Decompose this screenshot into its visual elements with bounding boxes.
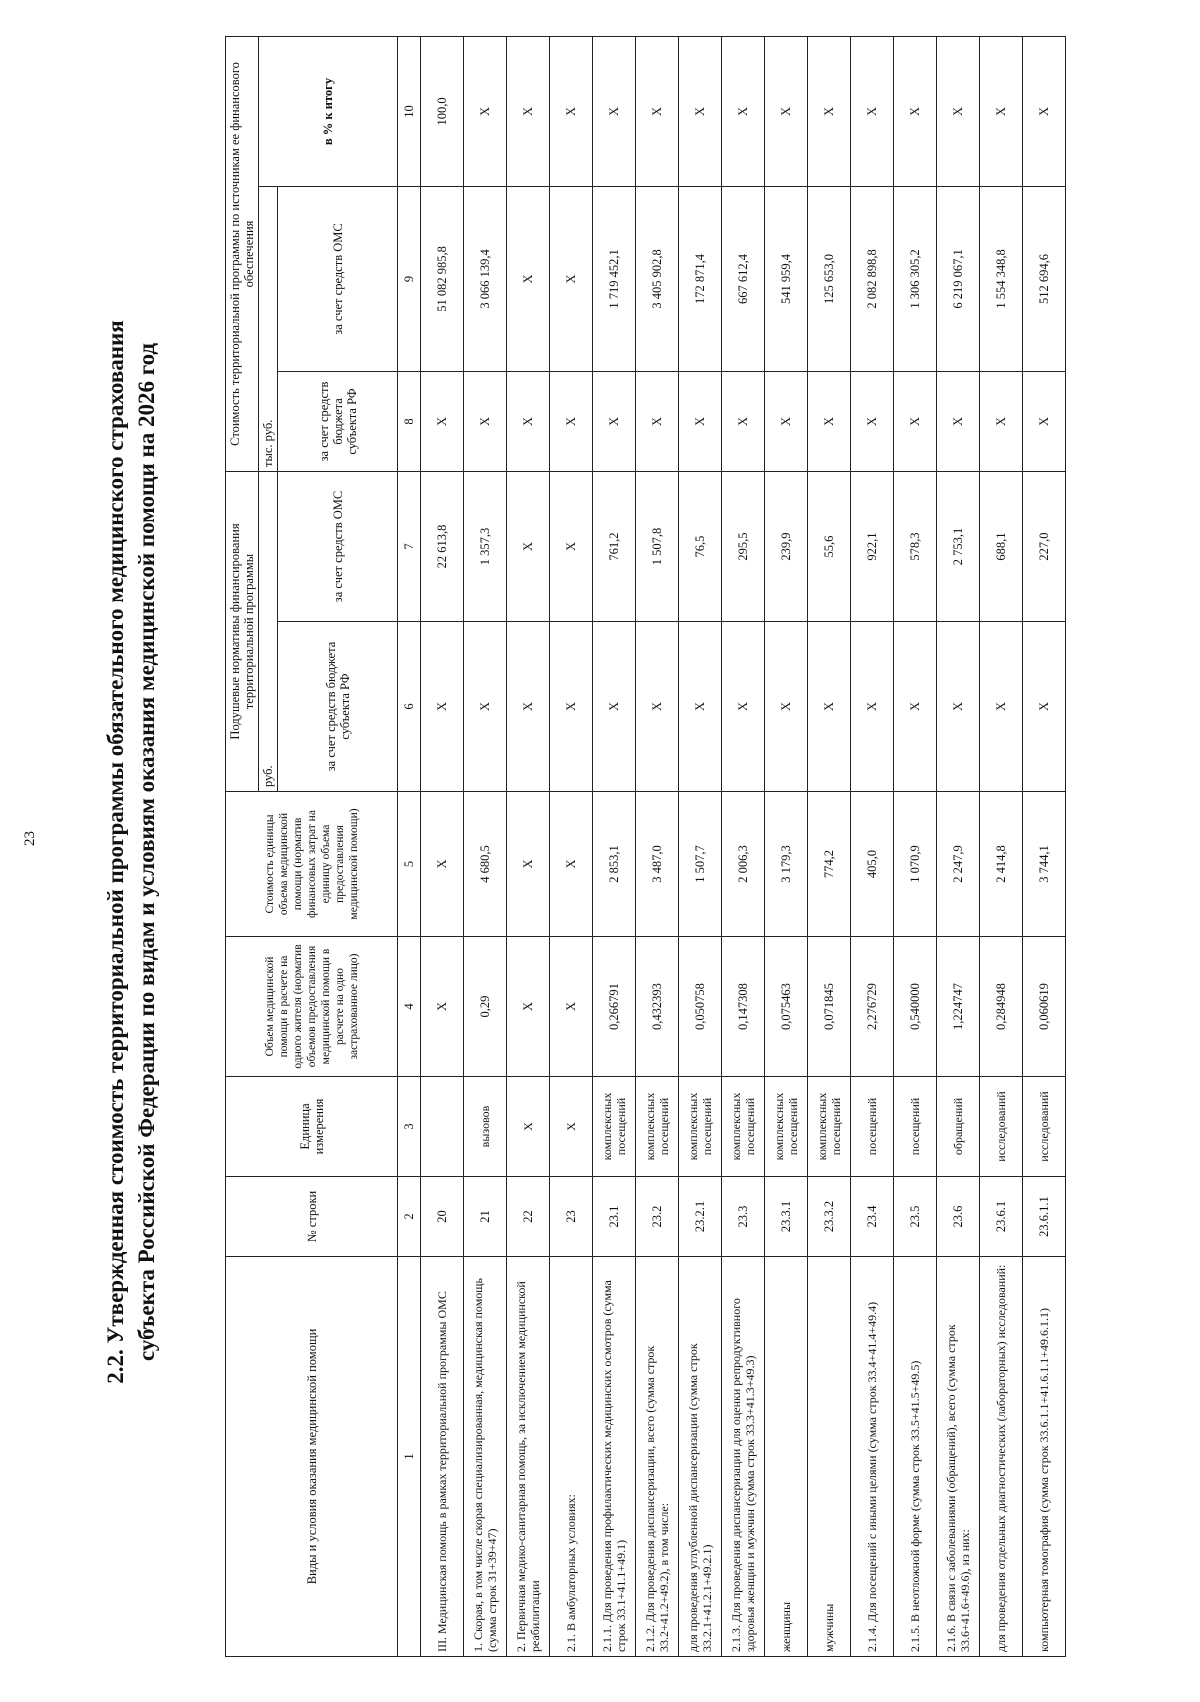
header-rub: руб. (259, 471, 278, 791)
row-name: компьютерная томография (сумма строк 33.6.1.1+41.6.1.1+49.6.1.1) (1023, 1257, 1066, 1657)
row-unit-cost: 2 414,8 (980, 792, 1023, 937)
row-pc-budget: X (464, 622, 507, 792)
row-tc-budget: X (679, 371, 722, 471)
row-name: 2.1.6. В связи с заболеваниями (обращений), всего (сумма строк 33.6+41.6+49.6), из них: (937, 1257, 980, 1657)
row-unit-cost: 4 680,5 (464, 792, 507, 937)
document-title (100, 122, 162, 1582)
row-unit: X (550, 1077, 593, 1177)
title-line-2: субъекта Российской Федерации по видам и условиям оказания медицинской помощи на 2026 год (134, 342, 159, 1362)
row-name: 2.1.5. В неотложной форме (сумма строк 33.5+41.5+49.5) (894, 1257, 937, 1657)
row-pc-budget: X (550, 622, 593, 792)
column-number: 8 (398, 371, 421, 471)
header-row-1 (226, 36, 259, 1656)
table-row (980, 36, 1023, 1656)
row-tc-oms: 51 082 985,8 (421, 186, 464, 371)
row-unit: комплексных посещений (679, 1077, 722, 1177)
row-pc-budget: X (894, 622, 937, 792)
row-pc-budget: X (636, 622, 679, 792)
row-tc-budget: X (593, 371, 636, 471)
row-percent: X (507, 36, 550, 186)
page-number: 23 (22, 831, 38, 846)
row-tc-oms: 125 653,0 (808, 186, 851, 371)
header-unit-cost: Стоимость единицы объема медицинской помощи (норматив финансовых затрат на единицу объема предоставления медицинской помощи) (226, 792, 398, 937)
row-unit: X (507, 1077, 550, 1177)
row-percent: 100,0 (421, 36, 464, 186)
row-volume: 0,29 (464, 937, 507, 1077)
row-unit: комплексных посещений (765, 1077, 808, 1177)
row-tc-oms: 1 554 348,8 (980, 186, 1023, 371)
row-pc-oms: 76,5 (679, 471, 722, 621)
row-volume: 0,432393 (636, 937, 679, 1077)
row-pc-budget: X (722, 622, 765, 792)
table-row (765, 36, 808, 1656)
row-pc-oms: 55,6 (808, 471, 851, 621)
row-volume: X (507, 937, 550, 1077)
column-number: 9 (398, 186, 421, 371)
row-pc-budget: X (765, 622, 808, 792)
row-pc-oms: 1 507,8 (636, 471, 679, 621)
row-tc-budget: X (894, 371, 937, 471)
row-tc-budget: X (550, 371, 593, 471)
row-volume: 0,284948 (980, 937, 1023, 1077)
row-line-no: 23.3.1 (765, 1177, 808, 1257)
row-name: 1. Скорая, в том числе скорая специализированная, медицинская помощь (сумма строк 31+39+47) (464, 1257, 507, 1657)
row-pc-budget: X (851, 622, 894, 792)
row-percent: X (1023, 36, 1066, 186)
row-line-no: 23.4 (851, 1177, 894, 1257)
row-tc-oms: 667 612,4 (722, 186, 765, 371)
row-name: 2.1.1. Для проведения профилактических медицинских осмотров (сумма строк 33.1+41.1+49.1) (593, 1257, 636, 1657)
row-percent: X (679, 36, 722, 186)
column-number: 6 (398, 622, 421, 792)
row-tc-oms: 3 066 139,4 (464, 186, 507, 371)
title-line-1: 2.2. Утвержденная стоимость территориальной программы обязательного медицинского страхования (103, 320, 128, 1384)
row-tc-budget: X (464, 371, 507, 471)
row-name: для проведения отдельных диагностических (лабораторных) исследований: (980, 1257, 1023, 1657)
row-pc-budget: X (593, 622, 636, 792)
row-pc-oms: 688,1 (980, 471, 1023, 621)
header-tc-oms: за счет средств ОМС (278, 186, 398, 371)
row-tc-oms: 172 871,4 (679, 186, 722, 371)
row-volume: 0,071845 (808, 937, 851, 1077)
row-unit-cost: 3 744,1 (1023, 792, 1066, 937)
row-line-no: 23.6.1.1 (1023, 1177, 1066, 1257)
row-unit: комплексных посещений (808, 1077, 851, 1177)
row-percent: X (765, 36, 808, 186)
row-line-no: 20 (421, 1177, 464, 1257)
header-pc-budget: за счет средств бюджета субъекта РФ (278, 622, 398, 792)
row-name: 2.1.3. Для проведения диспансеризации для оценки репродуктивного здоровья женщин и мужчин (сумма строк 33.3+41.3+49.3) (722, 1257, 765, 1657)
row-pc-budget: X (421, 622, 464, 792)
row-pc-budget: X (937, 622, 980, 792)
row-percent: X (636, 36, 679, 186)
table-row (1023, 36, 1066, 1656)
header-cost-group: Стоимость территориальной программы по источникам ее финансового обеспечения (226, 36, 259, 471)
row-tc-budget: X (851, 371, 894, 471)
row-unit-cost: 2 247,9 (937, 792, 980, 937)
row-pc-oms: 761,2 (593, 471, 636, 621)
row-percent: X (894, 36, 937, 186)
row-pc-oms: 22 613,8 (421, 471, 464, 621)
row-volume: 1,224747 (937, 937, 980, 1077)
row-unit: комплексных посещений (593, 1077, 636, 1177)
table-row (464, 36, 507, 1656)
row-line-no: 23.1 (593, 1177, 636, 1257)
row-line-no: 23.3 (722, 1177, 765, 1257)
row-pc-oms: X (550, 471, 593, 621)
table-row (894, 36, 937, 1656)
row-pc-budget: X (1023, 622, 1066, 792)
row-unit-cost: 3 487,0 (636, 792, 679, 937)
row-unit-cost: 774,2 (808, 792, 851, 937)
row-tc-oms: X (550, 186, 593, 371)
header-percapita-group: Подушевые нормативы финансирования территориальной программы (226, 471, 259, 791)
table-row (550, 36, 593, 1656)
column-number: 7 (398, 471, 421, 621)
row-pc-oms: 227,0 (1023, 471, 1066, 621)
row-name: для проведения углубленной диспансеризации (сумма строк 33.2.1+41.2.1+49.2.1) (679, 1257, 722, 1657)
row-tc-oms: 1 719 452,1 (593, 186, 636, 371)
row-unit: исследований (980, 1077, 1023, 1177)
row-unit: вызовов (464, 1077, 507, 1177)
row-pc-oms: 578,3 (894, 471, 937, 621)
row-unit-cost: 3 179,3 (765, 792, 808, 937)
column-number: 1 (398, 1257, 421, 1657)
row-pc-budget: X (980, 622, 1023, 792)
table-row (636, 36, 679, 1656)
row-tc-budget: X (765, 371, 808, 471)
row-unit: обращений (937, 1077, 980, 1177)
row-unit: посещений (851, 1077, 894, 1177)
row-percent: X (464, 36, 507, 186)
table-row (808, 36, 851, 1656)
row-unit-cost: 1 507,7 (679, 792, 722, 937)
column-number: 4 (398, 937, 421, 1077)
row-tc-budget: X (507, 371, 550, 471)
column-number: 3 (398, 1077, 421, 1177)
row-line-no: 23.2.1 (679, 1177, 722, 1257)
row-tc-budget: X (1023, 371, 1066, 471)
table-body (421, 36, 1066, 1656)
row-unit-cost: X (507, 792, 550, 937)
row-tc-budget: X (808, 371, 851, 471)
row-volume: X (421, 937, 464, 1077)
column-number-row (398, 36, 421, 1656)
row-volume: 2,276729 (851, 937, 894, 1077)
row-tc-oms: 6 219 067,1 (937, 186, 980, 371)
row-pc-oms: 922,1 (851, 471, 894, 621)
row-volume: 0,540000 (894, 937, 937, 1077)
column-number: 2 (398, 1177, 421, 1257)
row-line-no: 22 (507, 1177, 550, 1257)
row-tc-budget: X (980, 371, 1023, 471)
row-name: III. Медицинская помощь в рамках территориальной программы ОМС (421, 1257, 464, 1657)
row-unit: комплексных посещений (636, 1077, 679, 1177)
row-name: женщины (765, 1257, 808, 1657)
table-row (507, 36, 550, 1656)
row-name: 2.1. В амбулаторных условиях: (550, 1257, 593, 1657)
row-percent: X (851, 36, 894, 186)
row-pc-oms: 1 357,3 (464, 471, 507, 621)
row-unit-cost: 405,0 (851, 792, 894, 937)
row-line-no: 23.5 (894, 1177, 937, 1257)
row-line-no: 23.3.2 (808, 1177, 851, 1257)
row-name: 2.1.2. Для проведения диспансеризации, всего (сумма строк 33.2+41.2+49.2), в том числе: (636, 1257, 679, 1657)
row-unit (421, 1077, 464, 1177)
row-unit: комплексных посещений (722, 1077, 765, 1177)
table-row (421, 36, 464, 1656)
header-line-no: № строки (226, 1177, 398, 1257)
row-pc-oms: X (507, 471, 550, 621)
row-tc-budget: X (937, 371, 980, 471)
row-tc-oms: 1 306 305,2 (894, 186, 937, 371)
row-volume: 0,075463 (765, 937, 808, 1077)
row-unit-cost: X (550, 792, 593, 937)
row-volume: 0,060619 (1023, 937, 1066, 1077)
row-tc-budget: X (722, 371, 765, 471)
row-volume: X (550, 937, 593, 1077)
row-percent: X (808, 36, 851, 186)
row-unit: исследований (1023, 1077, 1066, 1177)
table-row (851, 36, 894, 1656)
table-row (937, 36, 980, 1656)
column-number: 10 (398, 36, 421, 186)
row-name: мужчины (808, 1257, 851, 1657)
row-percent: X (593, 36, 636, 186)
header-kind: Виды и условия оказания медицинской помощи (226, 1257, 398, 1657)
table-row (679, 36, 722, 1656)
header-pc-oms: за счет средств ОМС (278, 471, 398, 621)
row-percent: X (550, 36, 593, 186)
header-percent: в % к итогу (259, 36, 398, 186)
row-tc-budget: X (636, 371, 679, 471)
header-tc-budget: за счет средств бюджета субъекта РФ (278, 371, 398, 471)
row-unit-cost: X (421, 792, 464, 937)
row-volume: 0,050758 (679, 937, 722, 1077)
row-tc-budget: X (421, 371, 464, 471)
row-pc-budget: X (679, 622, 722, 792)
row-pc-oms: 2 753,1 (937, 471, 980, 621)
row-tc-oms: 2 082 898,8 (851, 186, 894, 371)
row-tc-oms: 541 959,4 (765, 186, 808, 371)
row-volume: 0,266791 (593, 937, 636, 1077)
table-row (593, 36, 636, 1656)
row-pc-budget: X (507, 622, 550, 792)
row-line-no: 23.6 (937, 1177, 980, 1257)
row-unit-cost: 2 006,3 (722, 792, 765, 937)
row-percent: X (937, 36, 980, 186)
row-pc-oms: 295,5 (722, 471, 765, 621)
table-row (722, 36, 765, 1656)
row-line-no: 23.2 (636, 1177, 679, 1257)
row-line-no: 23 (550, 1177, 593, 1257)
row-volume: 0,147308 (722, 937, 765, 1077)
header-volume: Объем медицинской помощи в расчете на одного жителя (норматив объемов предоставления медицинской помощи в расчете на одно застрахованное лицо) (226, 937, 398, 1077)
row-unit-cost: 2 853,1 (593, 792, 636, 937)
row-tc-oms: 512 694,6 (1023, 186, 1066, 371)
row-name: 2. Первичная медико-санитарная помощь, за исключением медицинской реабилитации (507, 1257, 550, 1657)
row-percent: X (980, 36, 1023, 186)
row-unit: посещений (894, 1077, 937, 1177)
row-line-no: 21 (464, 1177, 507, 1257)
row-name: 2.1.4. Для посещений с иными целями (сумма строк 33.4+41.4+49.4) (851, 1257, 894, 1657)
header-thous-rub: тыс. руб. (259, 186, 278, 471)
row-pc-oms: 239,9 (765, 471, 808, 621)
row-line-no: 23.6.1 (980, 1177, 1023, 1257)
column-number: 5 (398, 792, 421, 937)
row-tc-oms: 3 405 902,8 (636, 186, 679, 371)
row-pc-budget: X (808, 622, 851, 792)
row-percent: X (722, 36, 765, 186)
row-unit-cost: 1 070,9 (894, 792, 937, 937)
cost-table (225, 36, 1066, 1657)
header-unit: Единица измерения (226, 1077, 398, 1177)
row-tc-oms: X (507, 186, 550, 371)
